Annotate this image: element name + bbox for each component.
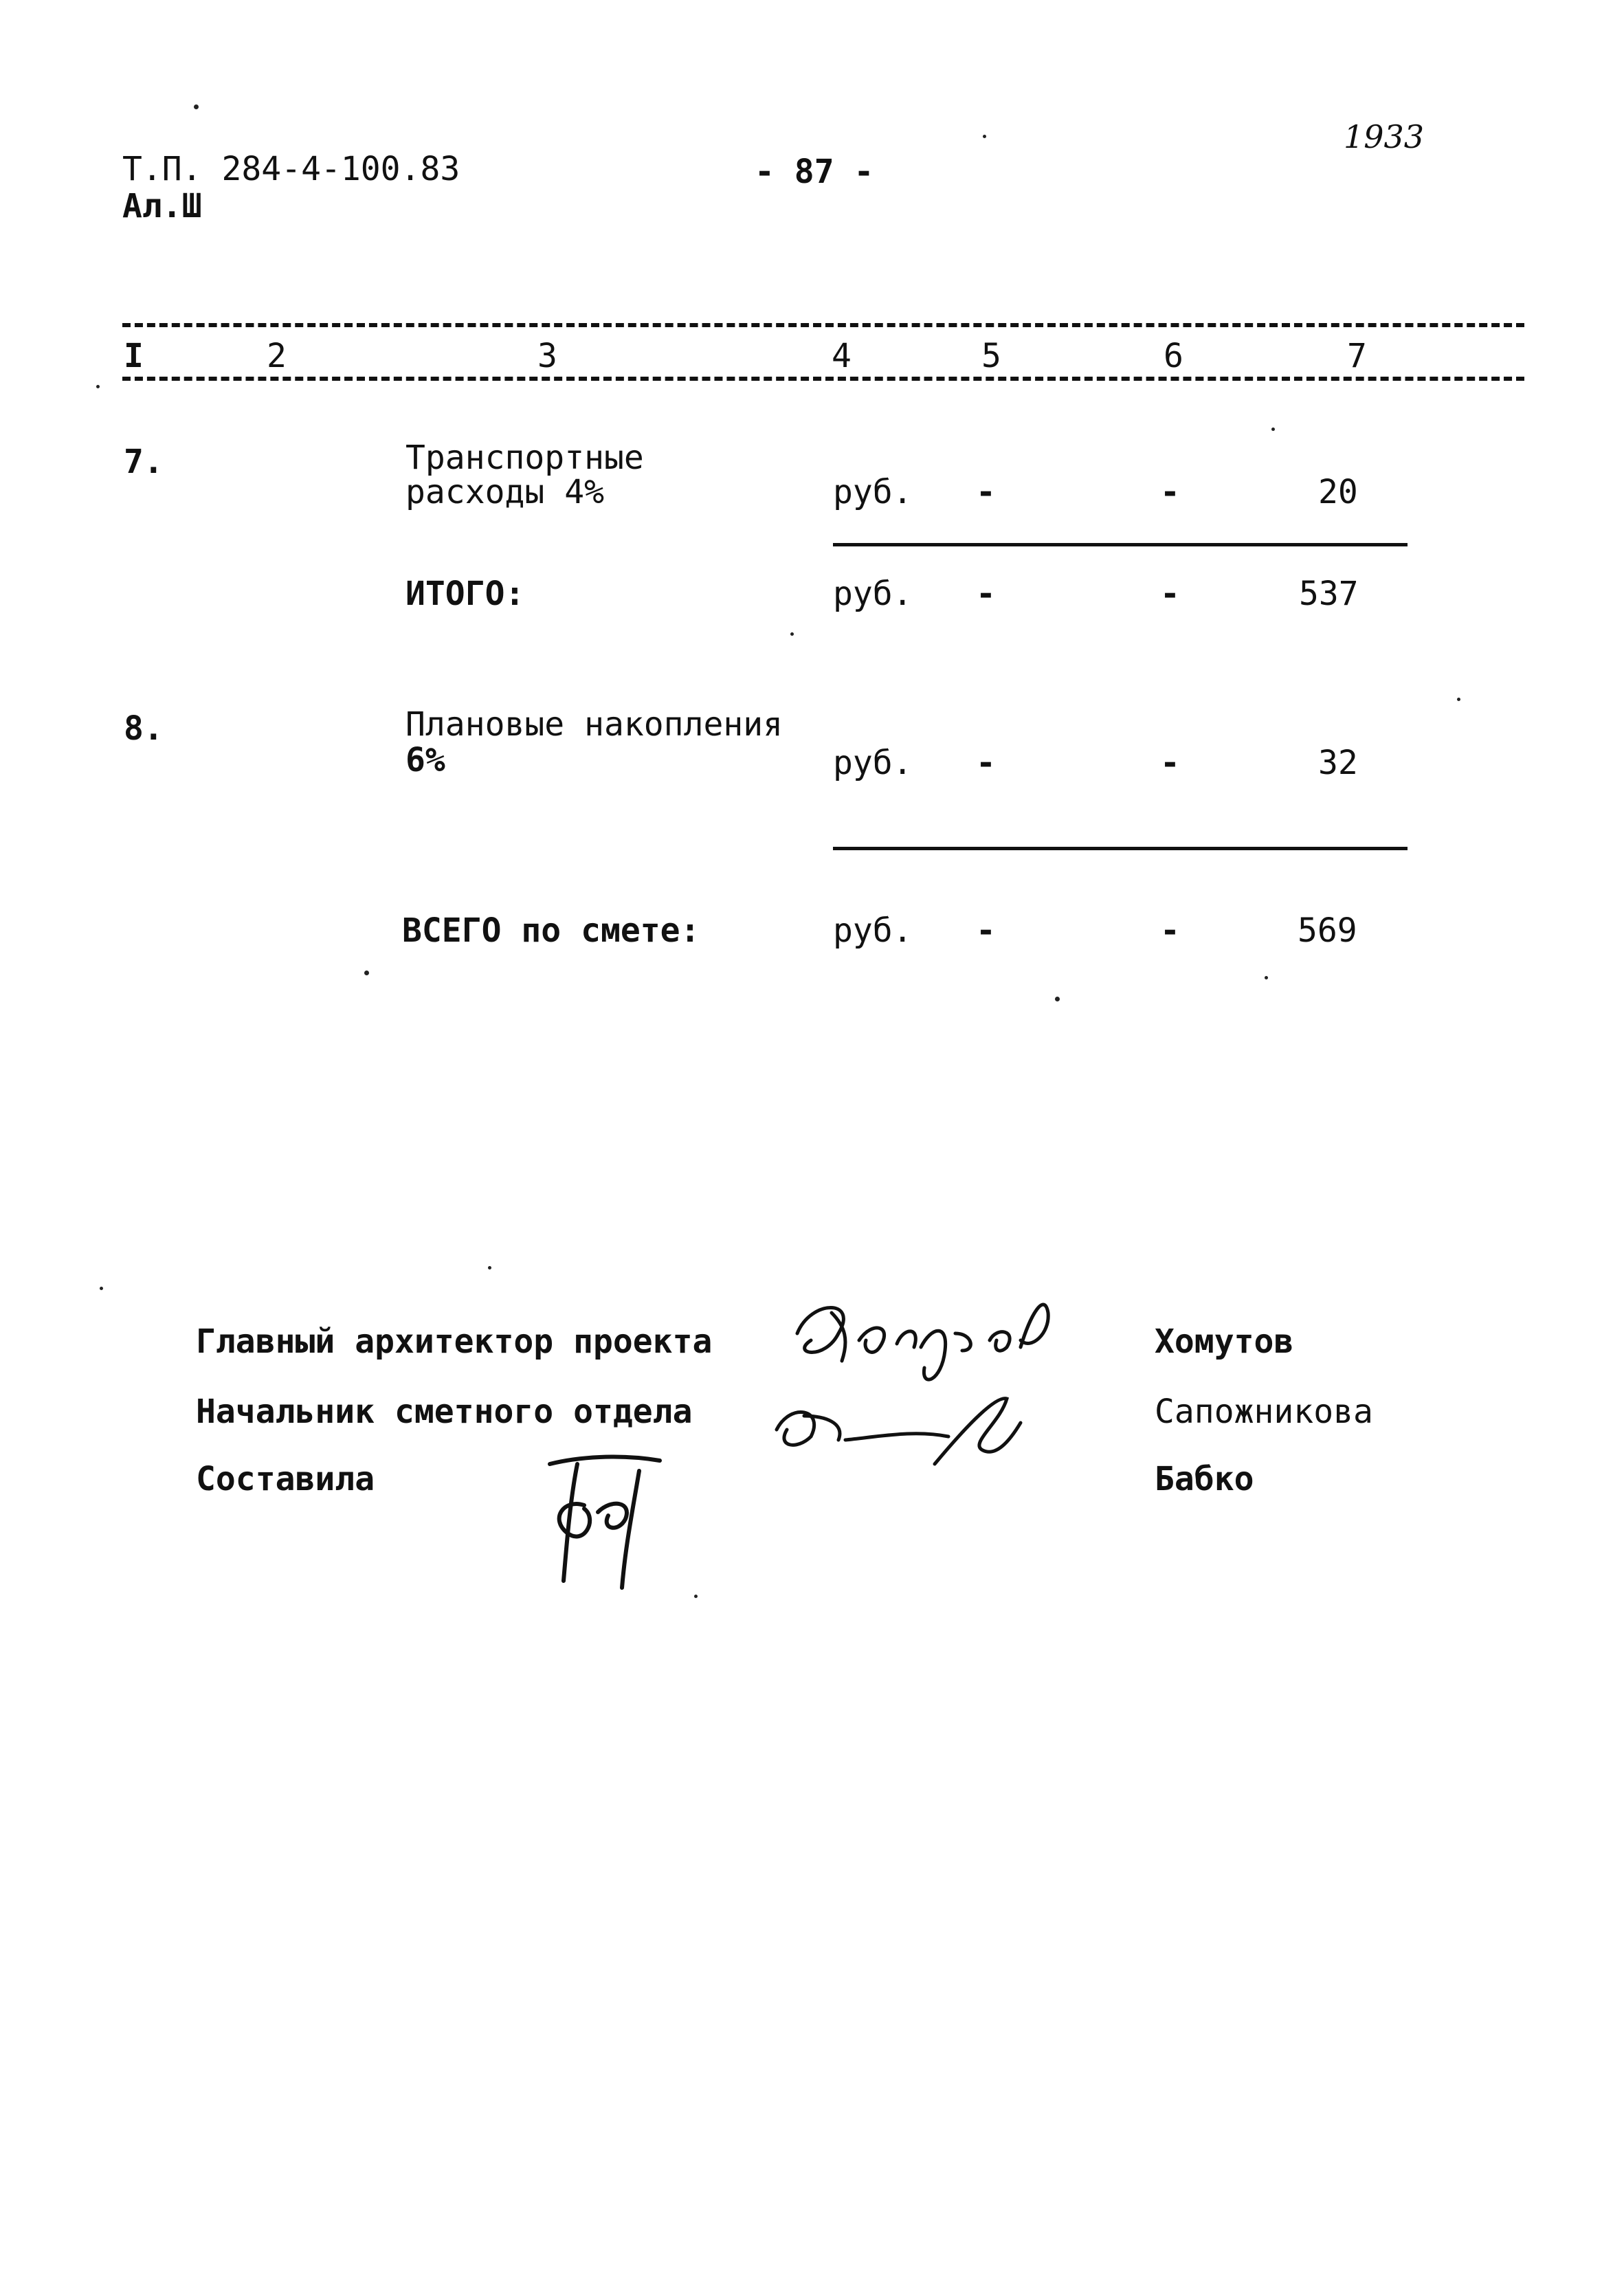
scan-speck [100, 1287, 103, 1290]
column-header-3: 3 [537, 337, 557, 375]
scan-speck [488, 1266, 491, 1269]
column-header-2: 2 [267, 337, 287, 375]
scan-speck [194, 104, 199, 109]
row-number: 8. [124, 709, 164, 748]
header-rule-bottom [122, 377, 1524, 381]
signature-estimate-head [763, 1382, 1052, 1471]
signer-title: Начальник сметного отдела [196, 1393, 693, 1431]
row-name-cont: 6% [405, 741, 445, 779]
row-unit: руб. [833, 744, 913, 782]
row-col6: - [1160, 911, 1180, 950]
subtotal-rule [833, 543, 1408, 546]
row-name-cont: расходы 4% [405, 473, 604, 511]
row-unit: руб. [833, 575, 913, 613]
signer-name: Хомутов [1155, 1322, 1294, 1361]
row-col5: - [976, 744, 996, 782]
column-header-4: 4 [832, 337, 852, 375]
row-name: Транспортные [405, 439, 644, 477]
document-code: Т.П. 284-4-100.83 [122, 150, 460, 188]
row-amount: 32 [1318, 744, 1358, 782]
column-header-5: 5 [981, 337, 1001, 375]
row-col5: - [976, 911, 996, 950]
scan-speck [1457, 698, 1460, 701]
signer-title: Составила [196, 1460, 375, 1498]
row-number: 7. [124, 443, 164, 481]
row-name: Плановые накопления [405, 705, 783, 744]
row-unit: руб. [833, 473, 913, 511]
row-name: ВСЕГО по смете: [402, 911, 700, 950]
row-amount: 569 [1298, 911, 1357, 950]
scan-speck [1265, 976, 1268, 979]
row-col6: - [1160, 473, 1180, 511]
row-unit: руб. [833, 911, 913, 950]
total-rule [833, 847, 1408, 850]
handwritten-number: 1933 [1344, 118, 1425, 155]
page-number: - 87 - [755, 153, 874, 191]
scan-speck [983, 135, 986, 138]
header-rule-top [122, 323, 1524, 327]
album-label: Ал.Ш [122, 187, 202, 225]
scan-speck [1055, 997, 1060, 1001]
column-header-6: 6 [1164, 337, 1183, 375]
scan-speck [96, 385, 100, 388]
row-name: ИТОГО: [405, 575, 525, 613]
column-header-1: I [124, 337, 144, 375]
scan-speck [1271, 428, 1275, 431]
row-col5: - [976, 575, 996, 613]
signature-compiler [536, 1443, 674, 1595]
signer-name: Бабко [1155, 1460, 1254, 1498]
signer-title: Главный архитектор проекта [196, 1322, 713, 1361]
row-amount: 537 [1299, 575, 1359, 613]
signer-name: Сапожникова [1155, 1393, 1373, 1431]
scan-speck [364, 971, 369, 975]
row-amount: 20 [1318, 473, 1358, 511]
row-col5: - [976, 473, 996, 511]
column-header-7: 7 [1347, 337, 1367, 375]
row-col6: - [1160, 744, 1180, 782]
scan-speck [790, 632, 794, 636]
scan-speck [694, 1595, 698, 1598]
row-col6: - [1160, 575, 1180, 613]
signature-chief-architect [783, 1285, 1086, 1395]
